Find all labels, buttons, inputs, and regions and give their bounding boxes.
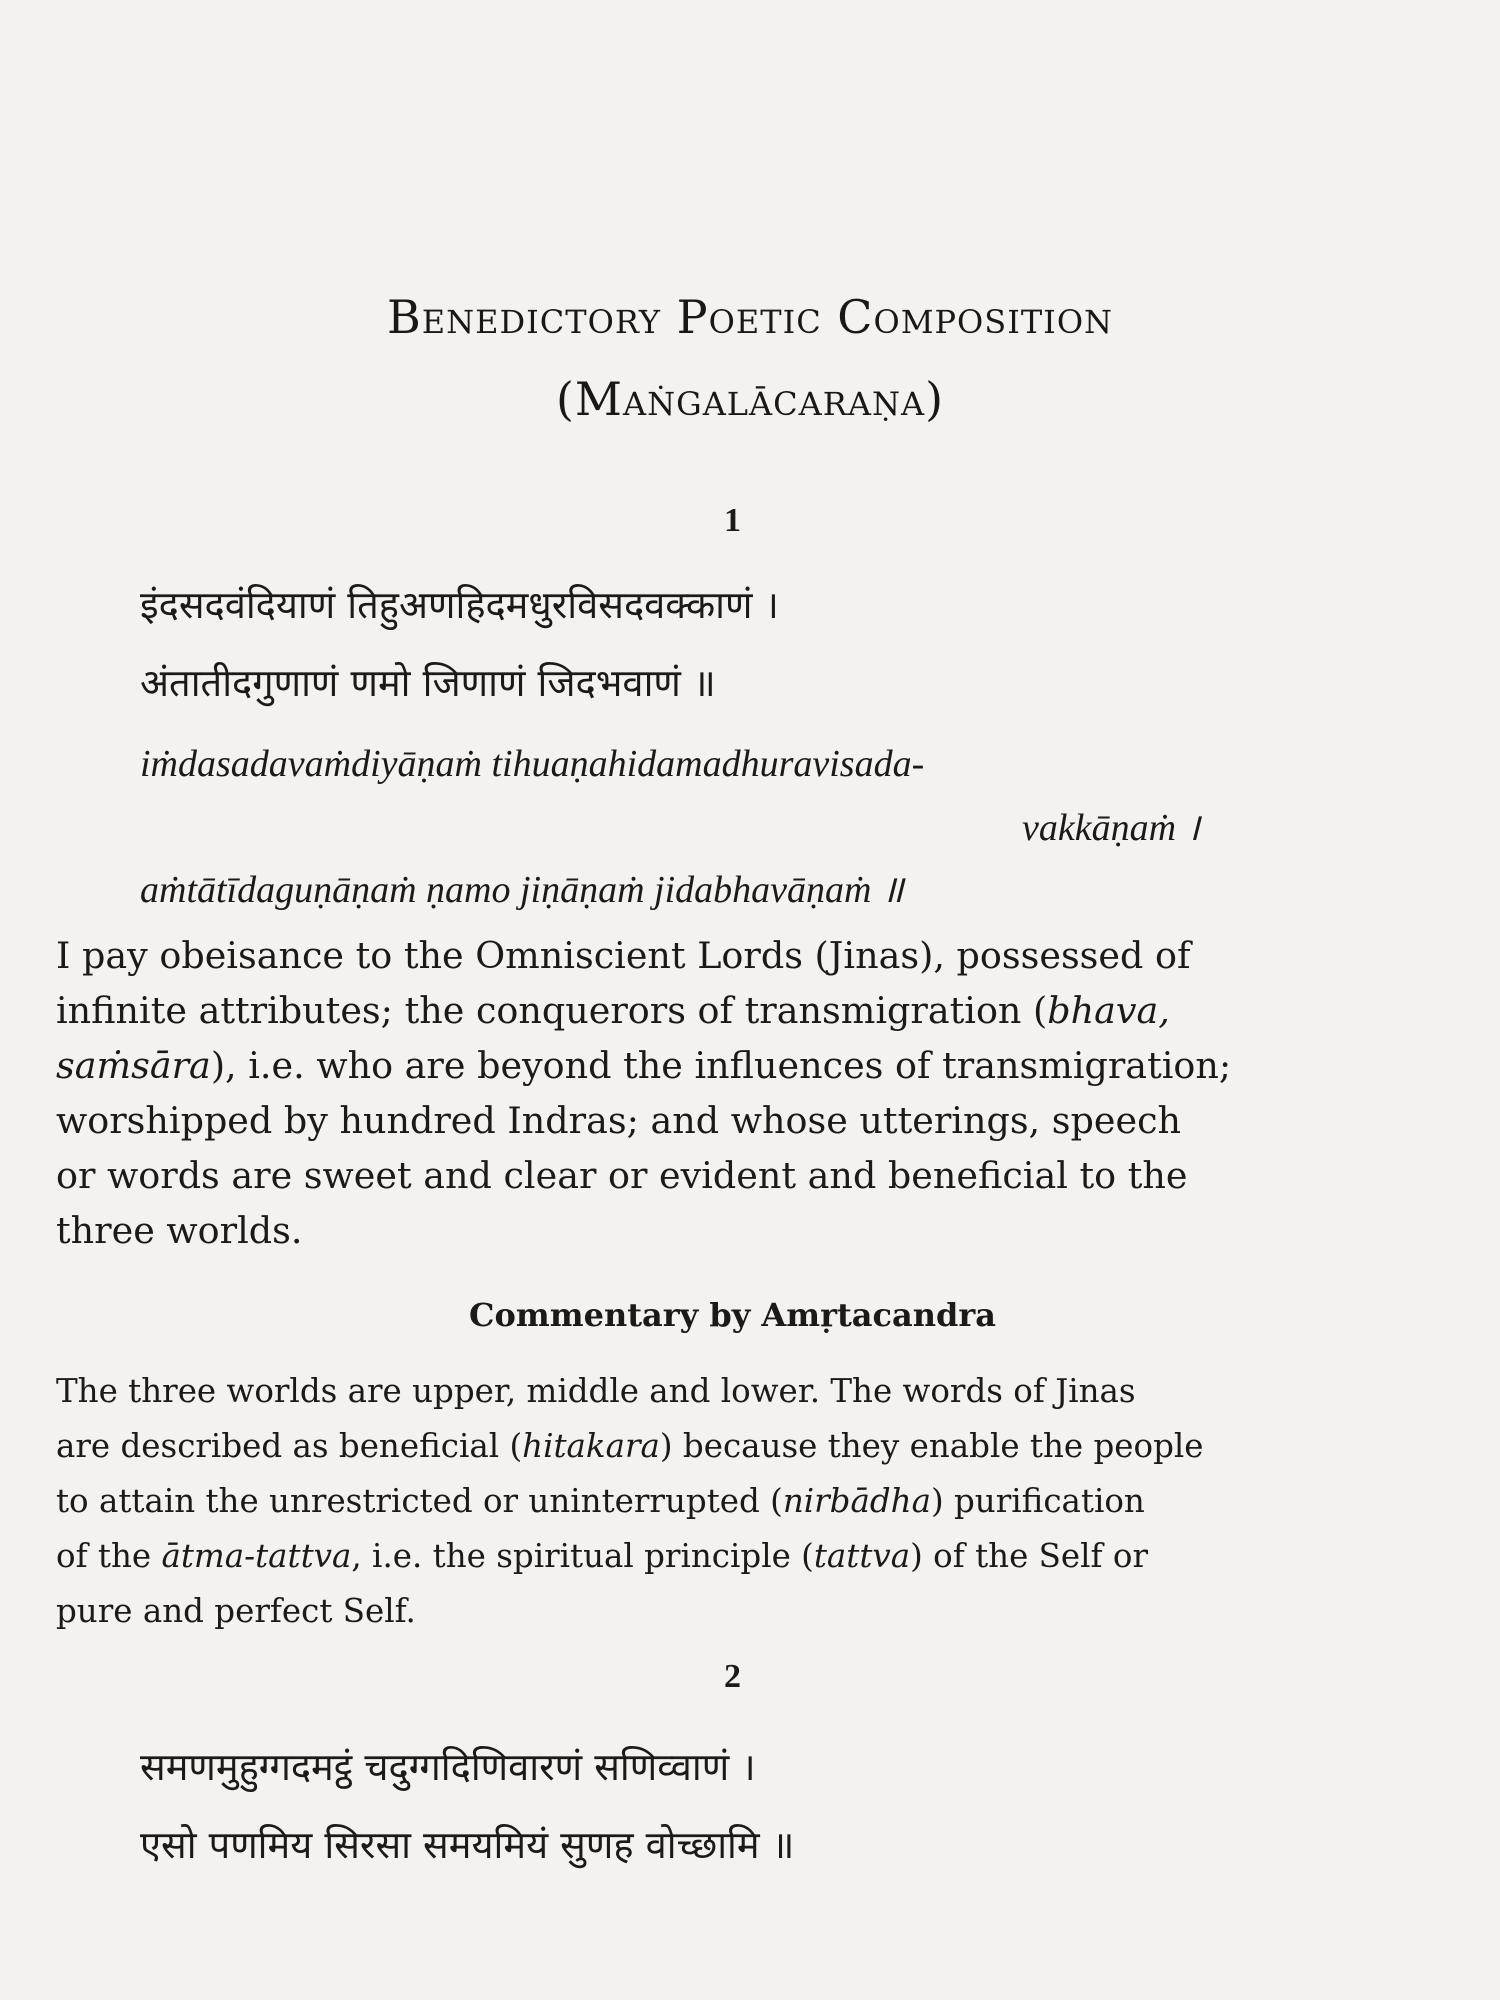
commentary-line: are described as beneficial (hitakara) because they enable the people bbox=[56, 1427, 1204, 1465]
verse-number: 2 bbox=[724, 1658, 741, 1695]
translation-line: three worlds. bbox=[56, 1209, 303, 1252]
commentary-line: to attain the unrestricted or uninterrupted (nirbādha) purification bbox=[56, 1482, 1145, 1520]
verse-translation bbox=[56, 928, 1416, 1258]
page-title: Benedictory Poetic Composition bbox=[386, 290, 1114, 344]
verse-prakrit-line: इंदसदवंदियाणं तिहुअणहिदमधुरविसदवक्काणं । bbox=[140, 583, 779, 627]
translation-line: infinite attributes; the conquerors of transmigration (bhava, bbox=[56, 989, 1170, 1032]
translation-line: or words are sweet and clear or evident and beneficial to the bbox=[56, 1154, 1188, 1197]
commentary-text bbox=[56, 1364, 1416, 1639]
verse-prakrit-line: समणमुहुग्गदमट्ठं चदुग्गदिणिवारणं सणिव्वाणं । bbox=[140, 1745, 756, 1789]
commentary-line: pure and perfect Self. bbox=[56, 1592, 416, 1630]
translation-line: saṁsāra), i.e. who are beyond the influences of transmigration; bbox=[56, 1044, 1232, 1087]
commentary-heading: Commentary by Amṛtacandra bbox=[469, 1296, 996, 1334]
verse-transliteration-line: iṁdasadavaṁdiyāṇaṁ tihuaṇahidamadhuravisada- bbox=[140, 743, 925, 785]
translation-line: worshipped by hundred Indras; and whose utterings, speech bbox=[56, 1099, 1182, 1142]
verse-transliteration-line: vakkāṇaṁ । bbox=[1022, 807, 1200, 849]
commentary-line: The three worlds are upper, middle and lower. The words of Jinas bbox=[56, 1372, 1136, 1410]
page-subtitle: (Maṅgalācaraṇa) bbox=[555, 372, 945, 426]
translation-line: I pay obeisance to the Omniscient Lords (Jinas), possessed of bbox=[56, 934, 1191, 977]
verse-prakrit-line: अंतातीदगुणाणं णमो जिणाणं जिदभवाणं ॥ bbox=[140, 661, 716, 705]
commentary-line: of the ātma-tattva, i.e. the spiritual principle (tattva) of the Self or bbox=[56, 1537, 1148, 1575]
verse-prakrit-line: एसो पणमिय सिरसा समयमियं सुणह वोच्छामि ॥ bbox=[140, 1823, 795, 1867]
verse-number: 1 bbox=[724, 502, 741, 539]
verse-transliteration-line: aṁtātīdaguṇāṇaṁ ṇamo jiṇāṇaṁ jidabhavāṇaṁ ॥ bbox=[140, 869, 904, 911]
